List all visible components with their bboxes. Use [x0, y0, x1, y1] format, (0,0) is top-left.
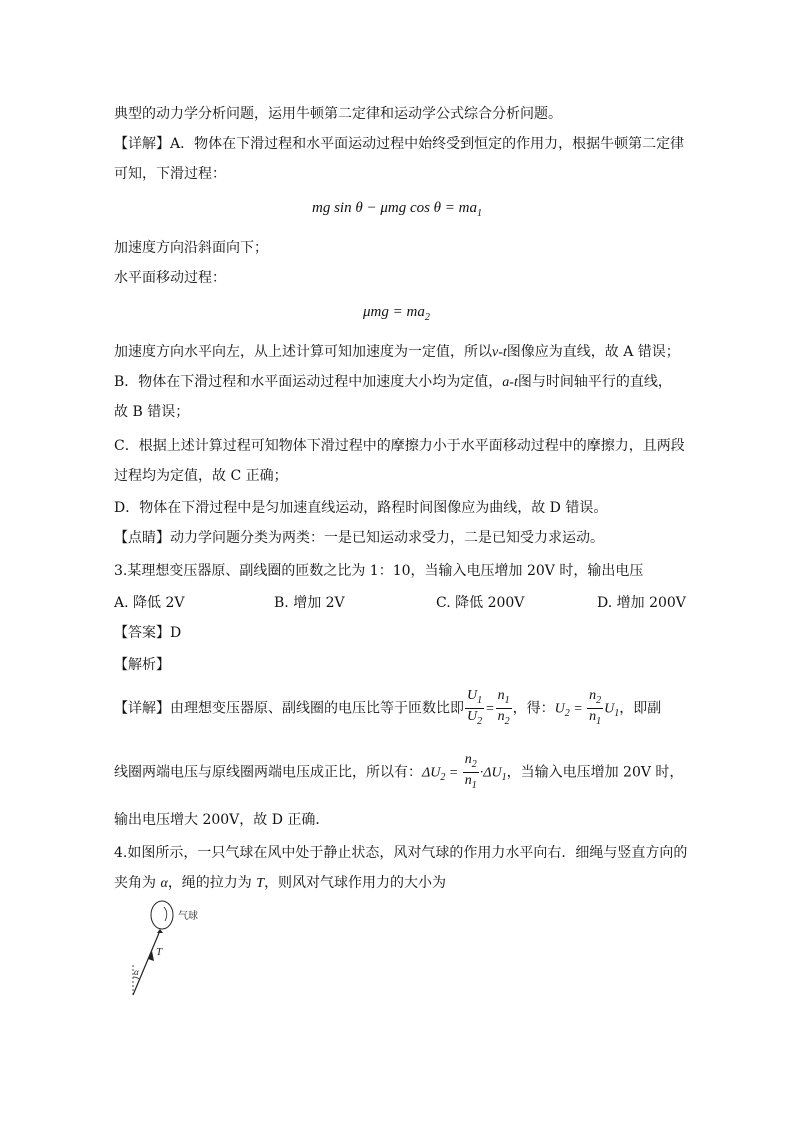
text-line-3: 可知，下滑过程： [114, 166, 226, 182]
text-line-1: 典型的动力学分析问题，运用牛顿第二定律和运动学公式综合分析问题。 [114, 106, 562, 122]
fraction-u1-u2: $\frac{U_1}{U_2}$ [467, 688, 483, 727]
q3-option-a: A. 降低 2V [114, 595, 185, 611]
balloon-label: 气球 [178, 911, 198, 922]
text-line-6: 加速度方向水平向左，从上述计算可知加速度为一定值，所以v-t图像应为直线，故 A 错误； [114, 344, 680, 360]
equation-2: $\mu mg = ma_2$ [363, 304, 430, 323]
text-line-5: 水平面移动过程： [114, 270, 226, 286]
balloon-shape [151, 901, 173, 929]
equation-1: mg sin θ − μmg $\cos \theta = ma_1$ [312, 200, 483, 219]
balloon-knot [157, 929, 163, 933]
detail-line-3: 输出电压增大 200V，故 D 正确． [114, 812, 330, 828]
balloon-highlight [164, 907, 167, 921]
text-line-7: B．物体在下滑过程和水平面运动过程中加速度大小均为定值，a-t图与时间轴平行的直线， [114, 374, 672, 390]
question-4-line-2: 夹角为 α，绳的拉力为 T，则风对气球作用力的大小为 [114, 875, 447, 891]
question-3: 3.某理想变压器原、副线圈的匝数之比为 1：10，当输入电压增加 20V 时，输出电压 [114, 563, 644, 579]
answer: 【答案】D [114, 625, 182, 641]
q3-option-d: D. 增加 200V [597, 595, 686, 611]
text-line-10: 过程均为定值，故 C 正确； [114, 468, 288, 484]
q3-option-c: C. 降低 200V [436, 595, 525, 611]
string-line [133, 933, 159, 995]
alpha-label: α [134, 967, 139, 977]
text-line-4: 加速度方向沿斜面向下； [114, 240, 268, 256]
text-line-11: D．物体在下滑过程中是匀加速直线运动，路程时间图像应为曲线，故 D 错误。 [114, 500, 608, 516]
question-4-line-1: 4.如图所示，一只气球在风中处于静止状态，风对气球的作用力水平向右．细绳与竖直方向的 [114, 845, 688, 861]
detail-line-2: 线圈两端电压与原线圈两端电压成正比，所以有：$\Delta U_2$ = $\frac{n_2}{n_1}$ $\cdot\Delta U_1$，当输入电压增加 20V 时， [114, 752, 684, 791]
fraction-n2-n1-b: $\frac{n_2}{n_1}$ [464, 752, 477, 791]
analysis-heading: 【解析】 [114, 657, 170, 673]
angle-arc [133, 977, 139, 979]
text-line-2: 【详解】A．物体在下滑过程和水平面运动过程中始终受到恒定的作用力，根据牛顿第二定律 [114, 136, 685, 152]
fraction-n2-n1: $\frac{n_2}{n_1}$ [589, 688, 602, 727]
text-line-8: 故 B 错误； [114, 404, 190, 420]
detail-line-1: 【详解】由理想变压器原、副线圈的电压比等于匝数比即 $\frac{U_1}{U_2}$ = $\frac{n_1}{n_2}$ ，得：$U_2$ = $\frac{n_2}{n_1}$ $U_1$，即副 [114, 688, 662, 727]
q3-option-b: B. 增加 2V [274, 595, 345, 611]
text-line-9: C．根据上述计算过程可知物体下滑过程中的摩擦力小于水平面移动过程中的摩擦力，且两段 [114, 438, 685, 454]
tension-label: T [156, 946, 163, 958]
fraction-n1-n2: $\frac{n_1}{n_2}$ [497, 688, 510, 727]
text-line-12: 【点睛】动力学问题分类为两类：一是已知运动求受力，二是已知受力求运动。 [114, 530, 604, 546]
balloon-figure [120, 895, 220, 1005]
